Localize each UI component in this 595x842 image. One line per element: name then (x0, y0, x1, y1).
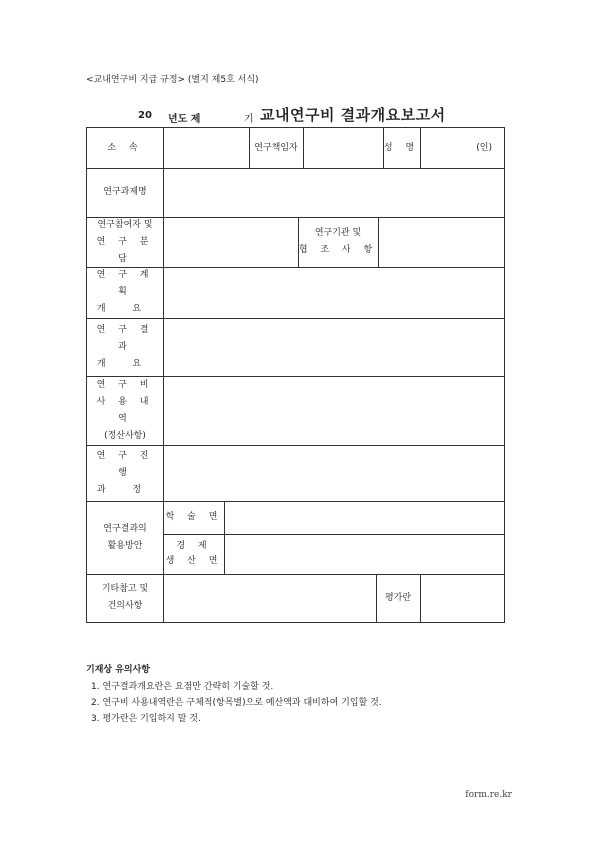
process-field[interactable] (164, 445, 504, 501)
label-academic: 학 술 면 (165, 512, 223, 522)
footer-site: form.re.kr (465, 790, 512, 800)
report-form-table (86, 127, 505, 623)
title-main: 교내연구비 결과개요보고서 (260, 106, 446, 124)
label-process: 연 구 진 행 과 정 (96, 450, 154, 495)
result-summary-field[interactable] (164, 318, 504, 376)
label-result-summary: 연 구 결 과 개 요 (96, 324, 154, 369)
label-budget: 연 구 비 사 용 내 역 (정산사항) (96, 379, 154, 441)
academic-field[interactable] (225, 501, 504, 534)
title-year: 20 (138, 110, 152, 121)
participants-field[interactable] (164, 217, 298, 267)
label-plan-summary: 연 구 계 획 개 요 (96, 270, 154, 314)
label-cooperation: 연구기관 및 협 조 사 항 (298, 228, 378, 255)
responsible-field[interactable] (304, 128, 383, 168)
title-gi: 기 (244, 114, 254, 125)
label-affiliation: 소 속 (107, 142, 143, 153)
economic-field[interactable] (225, 534, 504, 574)
label-economic: 경 제 생 산 면 (165, 541, 223, 566)
evaluation-field[interactable] (421, 574, 504, 622)
affiliation-field[interactable] (164, 128, 249, 168)
name-seal-field[interactable] (421, 128, 504, 168)
label-participants: 연구참여자 및 연 구 분 담 (96, 219, 154, 264)
plan-summary-field[interactable] (164, 267, 504, 318)
seal-mark: (인) (476, 142, 492, 153)
budget-field[interactable] (164, 376, 504, 445)
label-responsible: 연구책임자 (254, 142, 298, 153)
notes-item: 1. 연구결과개요란은 요점만 간략히 기술할 것. (91, 682, 274, 692)
label-utilization: 연구결과의 활용방안 (103, 523, 147, 551)
form-title (86, 104, 506, 126)
form-header-note: <교내연구비 지급 규정> (별지 제5호 서식) (86, 75, 259, 85)
notes-item: 2. 연구비 사용내역란은 구체적(항목별)으로 예산액과 대비하여 기입할 것. (91, 698, 382, 708)
notes-section (86, 662, 382, 727)
others-field[interactable] (164, 574, 376, 622)
label-name: 성 명 (383, 142, 420, 153)
notes-title: 기재상 유의사항 (86, 665, 150, 675)
cooperation-field[interactable] (379, 217, 504, 267)
label-project-title: 연구과제명 (103, 187, 147, 197)
label-others: 기타참고 및 건의사항 (101, 584, 149, 611)
project-title-field[interactable] (164, 168, 504, 217)
label-evaluation: 평가란 (384, 592, 412, 603)
title-term: 년도 제 (168, 114, 201, 125)
notes-item: 3. 평가란은 기입하지 말 것. (91, 714, 201, 724)
